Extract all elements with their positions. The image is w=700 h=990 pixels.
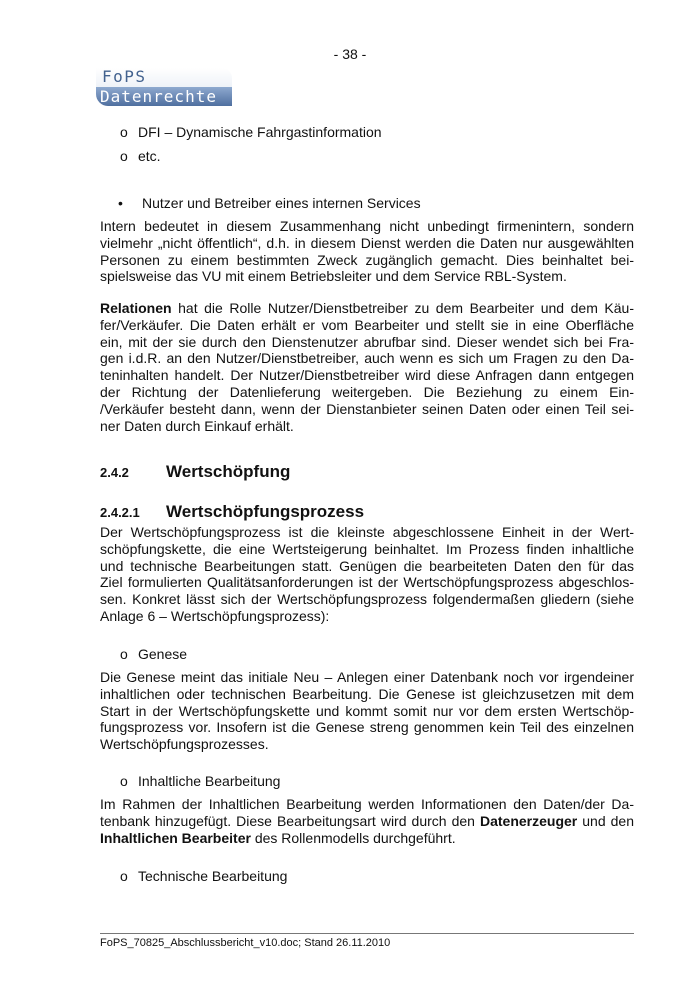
paragraph-text: des Rollenmodells durchgeführt. (250, 829, 456, 846)
section-heading-2-4-2-1 (100, 502, 364, 522)
paragraph-line: ner Daten durch Einkauf erhält. (100, 417, 294, 434)
paragraph-line: Wertschöpfungsprozesses. (100, 736, 269, 753)
paragraph-line: sen. Konkret lässt sich der Wertschöpfungsprozess folgendermaßen gliedern (siehe (100, 591, 634, 608)
paragraph-line: spielsweise das VU mit einem Betriebsleiter und dem Service RBL-System. (100, 268, 567, 285)
paragraph-line: Intern bedeutet in diesem Zusammenhang nicht unbedingt firmenintern, sondern (100, 218, 634, 234)
paragraph-line (100, 300, 634, 317)
paragraph-line: gen i.d.R. an den Nutzer/Dienstbetreiber, auch wenn es sich um Fragen zu den Da- (100, 350, 634, 367)
bullet-marker: • (118, 195, 123, 211)
paragraph-relationen (100, 300, 634, 434)
fops-logo (96, 68, 232, 106)
paragraph-line: der Richtung der Datenlieferung weitergeben. Die Beziehung zu einem Ein- (100, 383, 634, 400)
paragraph-line (100, 830, 634, 847)
paragraph-intern (100, 218, 634, 285)
footer-text: FoPS_70825_Abschlussbericht_v10.doc; Stand 26.11.2010 (100, 937, 391, 949)
list-item-genese (120, 646, 187, 662)
section-title: Wertschöpfung (166, 462, 291, 481)
list-item (120, 148, 161, 164)
section-heading-2-4-2 (100, 462, 290, 482)
list-item-inhaltlich (120, 773, 280, 789)
list-item (120, 124, 382, 140)
logo-text-fops: FoPS (102, 67, 147, 86)
bold-term: Relationen (100, 300, 172, 316)
paragraph-line (100, 813, 634, 830)
paragraph-line: fer/Verkäufer. Die Daten erhält er vom Bearbeiter und stellt sie in eine Oberfläche (100, 316, 634, 333)
page-number: - 38 - (333, 46, 367, 62)
list-marker: o (120, 124, 128, 140)
list-item-text: Inhaltliche Bearbeitung (138, 773, 281, 789)
paragraph-line: Start in der Wertschöpfungskette und kommt somit nur vor dem ersten Wertschöp- (100, 702, 634, 719)
list-item-technisch (120, 868, 287, 884)
paragraph-line: Im Rahmen der Inhaltlichen Bearbeitung werden Informationen den Daten/der Da- (100, 796, 634, 812)
bullet-item-text: Nutzer und Betreiber eines internen Services (142, 195, 421, 211)
paragraph-text: hat die Rolle Nutzer/Dienstbetreiber zu dem Bearbeiter und dem Käu- (171, 300, 634, 316)
section-title: Wertschöpfungsprozess (166, 502, 365, 521)
paragraph-line: /Verkäufer besteht dann, wenn der Dienstanbieter seinen Daten oder einen Teil sei- (100, 400, 634, 417)
paragraph-line: Anlage 6 – Wertschöpfungsprozess): (100, 607, 330, 624)
list-item-text: Genese (138, 646, 188, 662)
list-marker: o (120, 773, 128, 789)
bullet-item (118, 195, 421, 211)
list-item-text: etc. (138, 148, 161, 164)
list-item-text: DFI – Dynamische Fahrgastinformation (138, 124, 382, 140)
bold-term: Datenerzeuger (479, 812, 578, 829)
paragraph-text: und den (577, 812, 635, 829)
paragraph-line: Der Wertschöpfungsprozess ist die kleinste abgeschlossene Einheit in der Wert- (100, 524, 634, 540)
paragraph-line: vielmehr „nicht öffentlich“, d.h. in diesem Dienst werden die Daten nur ausgewählten (100, 234, 634, 251)
paragraph-line: Personen zu einem bestimmten Zweck zugänglich gemacht. Dies beinhaltet bei- (100, 251, 634, 268)
list-item-text: Technische Bearbeitung (138, 868, 288, 884)
section-number: 2.4.2.1 (100, 505, 140, 520)
footer-divider (100, 933, 634, 934)
paragraph-line: fungsprozess vor. Insofern ist die Genese streng genommen kein Teil des einzelnen (100, 719, 634, 736)
paragraph-line: und technische Bearbeitungen statt. Genügen die bearbeiteten Daten den für das (100, 557, 634, 574)
list-marker: o (120, 868, 128, 884)
paragraph-line: teninhalten handelt. Der Nutzer/Dienstbetreiber wird diese Anfragen dann entgegen (100, 367, 634, 384)
paragraph-line: Ziel formulierten Qualitätsanforderungen ist der Wertschöpfungsprozess abgeschlos- (100, 574, 634, 591)
paragraph-genese (100, 669, 634, 753)
list-marker: o (120, 148, 128, 164)
section-number: 2.4.2 (100, 465, 129, 480)
paragraph-line: inhaltlichen oder technischen Bearbeitung. Die Genese ist gleichzusetzen mit dem (100, 685, 634, 702)
list-marker: o (120, 646, 128, 662)
paragraph-prozess (100, 524, 634, 625)
paragraph-line: ein, mit der sie durch den Dienstenutzer abrufbar sind. Dieser wendet sich bei Fra- (100, 333, 634, 350)
bold-term: Inhaltlichen Bearbeiter (100, 829, 251, 846)
paragraph-text: tenbank hinzugefügt. Diese Bearbeitungsart wird durch den (100, 812, 480, 829)
paragraph-line: Die Genese meint das initiale Neu – Anlegen einer Datenbank noch vor irgendeiner (100, 669, 634, 685)
paragraph-inhaltlich (100, 796, 634, 846)
paragraph-line: schöpfungskette, die eine Wertsteigerung beinhaltet. Im Prozess finden inhaltliche (100, 540, 634, 557)
logo-text-datenrechte: Datenrechte (100, 87, 217, 106)
